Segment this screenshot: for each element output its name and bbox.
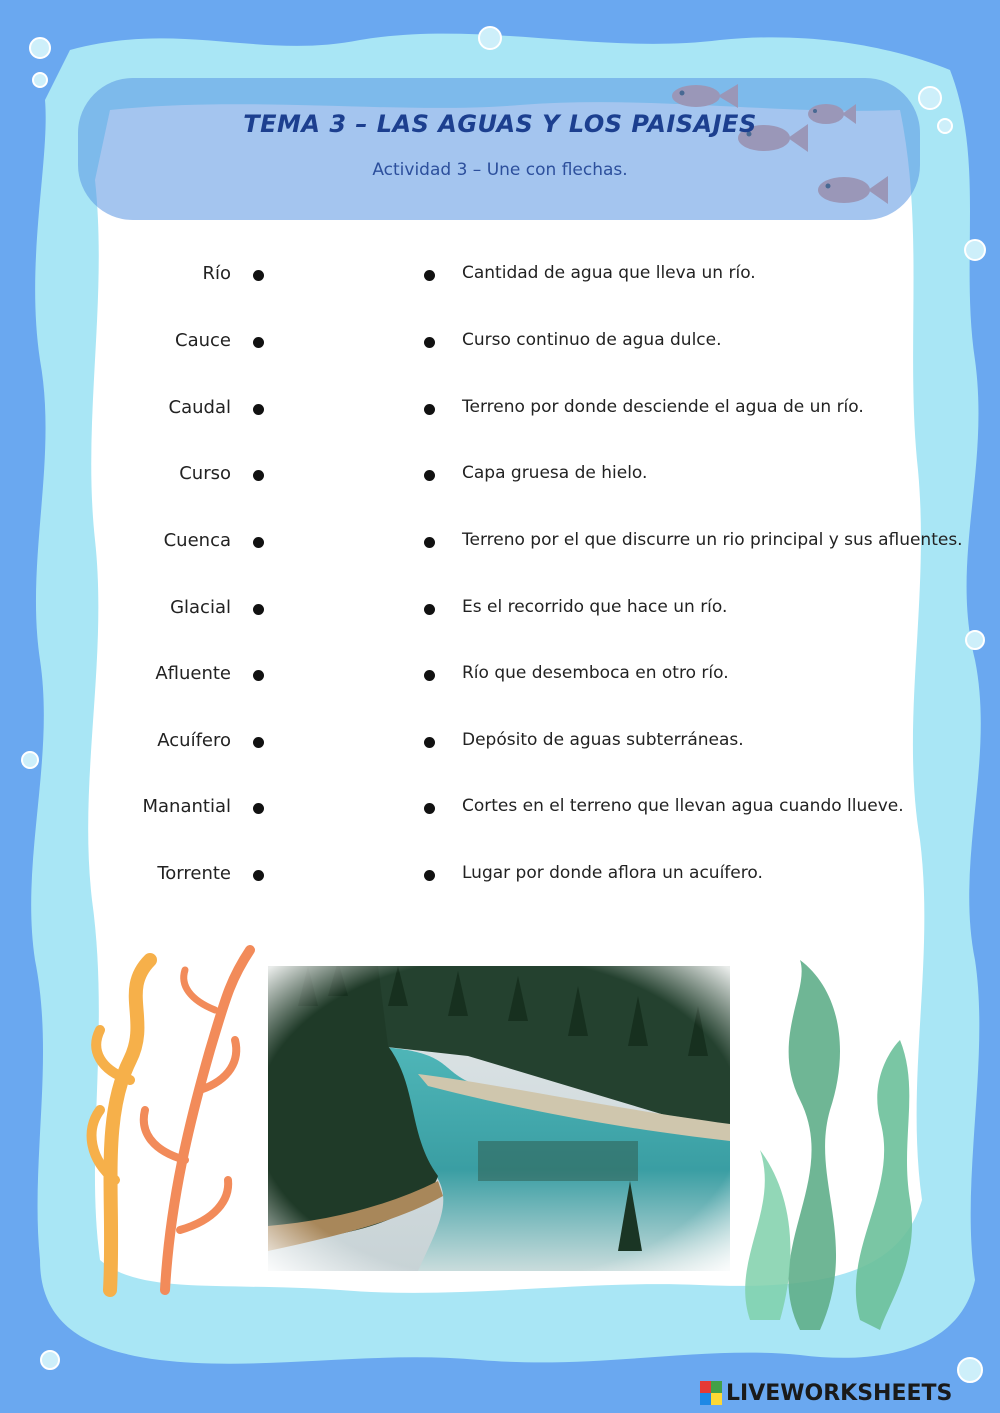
match-row	[0, 522, 1000, 562]
term-connector-dot[interactable]	[253, 470, 264, 481]
term-connector-dot[interactable]	[253, 537, 264, 548]
river-landscape-image	[268, 966, 730, 1271]
match-row	[0, 655, 1000, 695]
term-connector-dot[interactable]	[253, 803, 264, 814]
definition-connector-dot[interactable]	[424, 470, 435, 481]
definition-label: Curso continuo de agua dulce.	[462, 330, 722, 350]
match-row	[0, 855, 1000, 895]
definition-label: Cortes en el terreno que llevan agua cuando llueve.	[462, 796, 904, 816]
definition-label: Terreno por el que discurre un rio principal y sus afluentes.	[462, 530, 963, 550]
term-label: Cauce	[175, 330, 231, 351]
term-label: Acuífero	[157, 730, 231, 751]
term-label: Afluente	[155, 663, 231, 684]
liveworksheets-logo[interactable]	[700, 1378, 952, 1408]
definition-connector-dot[interactable]	[424, 537, 435, 548]
definition-connector-dot[interactable]	[424, 270, 435, 281]
term-connector-dot[interactable]	[253, 404, 264, 415]
term-label: Torrente	[157, 863, 231, 884]
logo-text: LIVEWORKSHEETS	[726, 1380, 953, 1406]
term-label: Cuenca	[163, 530, 231, 551]
activity-subtitle: Actividad 3 – Une con flechas.	[372, 160, 628, 180]
match-row	[0, 322, 1000, 362]
definition-label: Lugar por donde aflora un acuífero.	[462, 863, 763, 883]
definition-label: Es el recorrido que hace un río.	[462, 597, 728, 617]
term-label: Curso	[179, 463, 231, 484]
term-label: Río	[202, 263, 231, 284]
term-connector-dot[interactable]	[253, 337, 264, 348]
definition-label: Terreno por donde desciende el agua de un río.	[462, 397, 864, 417]
definition-label: Cantidad de agua que lleva un río.	[462, 263, 756, 283]
definition-label: Depósito de aguas subterráneas.	[462, 730, 744, 750]
match-row	[0, 589, 1000, 629]
term-label: Caudal	[168, 397, 231, 418]
definition-connector-dot[interactable]	[424, 803, 435, 814]
term-label: Manantial	[142, 796, 231, 817]
term-connector-dot[interactable]	[253, 604, 264, 615]
definition-connector-dot[interactable]	[424, 404, 435, 415]
header-band	[78, 78, 920, 220]
match-row	[0, 722, 1000, 762]
term-connector-dot[interactable]	[253, 270, 264, 281]
definition-connector-dot[interactable]	[424, 337, 435, 348]
match-row	[0, 455, 1000, 495]
logo-icon	[700, 1381, 722, 1405]
definition-connector-dot[interactable]	[424, 604, 435, 615]
match-row	[0, 389, 1000, 429]
term-connector-dot[interactable]	[253, 870, 264, 881]
term-connector-dot[interactable]	[253, 737, 264, 748]
definition-label: Río que desemboca en otro río.	[462, 663, 729, 683]
term-label: Glacial	[170, 597, 231, 618]
definition-connector-dot[interactable]	[424, 670, 435, 681]
match-row	[0, 788, 1000, 828]
match-row	[0, 255, 1000, 295]
definition-label: Capa gruesa de hielo.	[462, 463, 648, 483]
term-connector-dot[interactable]	[253, 670, 264, 681]
definition-connector-dot[interactable]	[424, 737, 435, 748]
definition-connector-dot[interactable]	[424, 870, 435, 881]
page-title: TEMA 3 – LAS AGUAS Y LOS PAISAJES	[243, 110, 757, 138]
